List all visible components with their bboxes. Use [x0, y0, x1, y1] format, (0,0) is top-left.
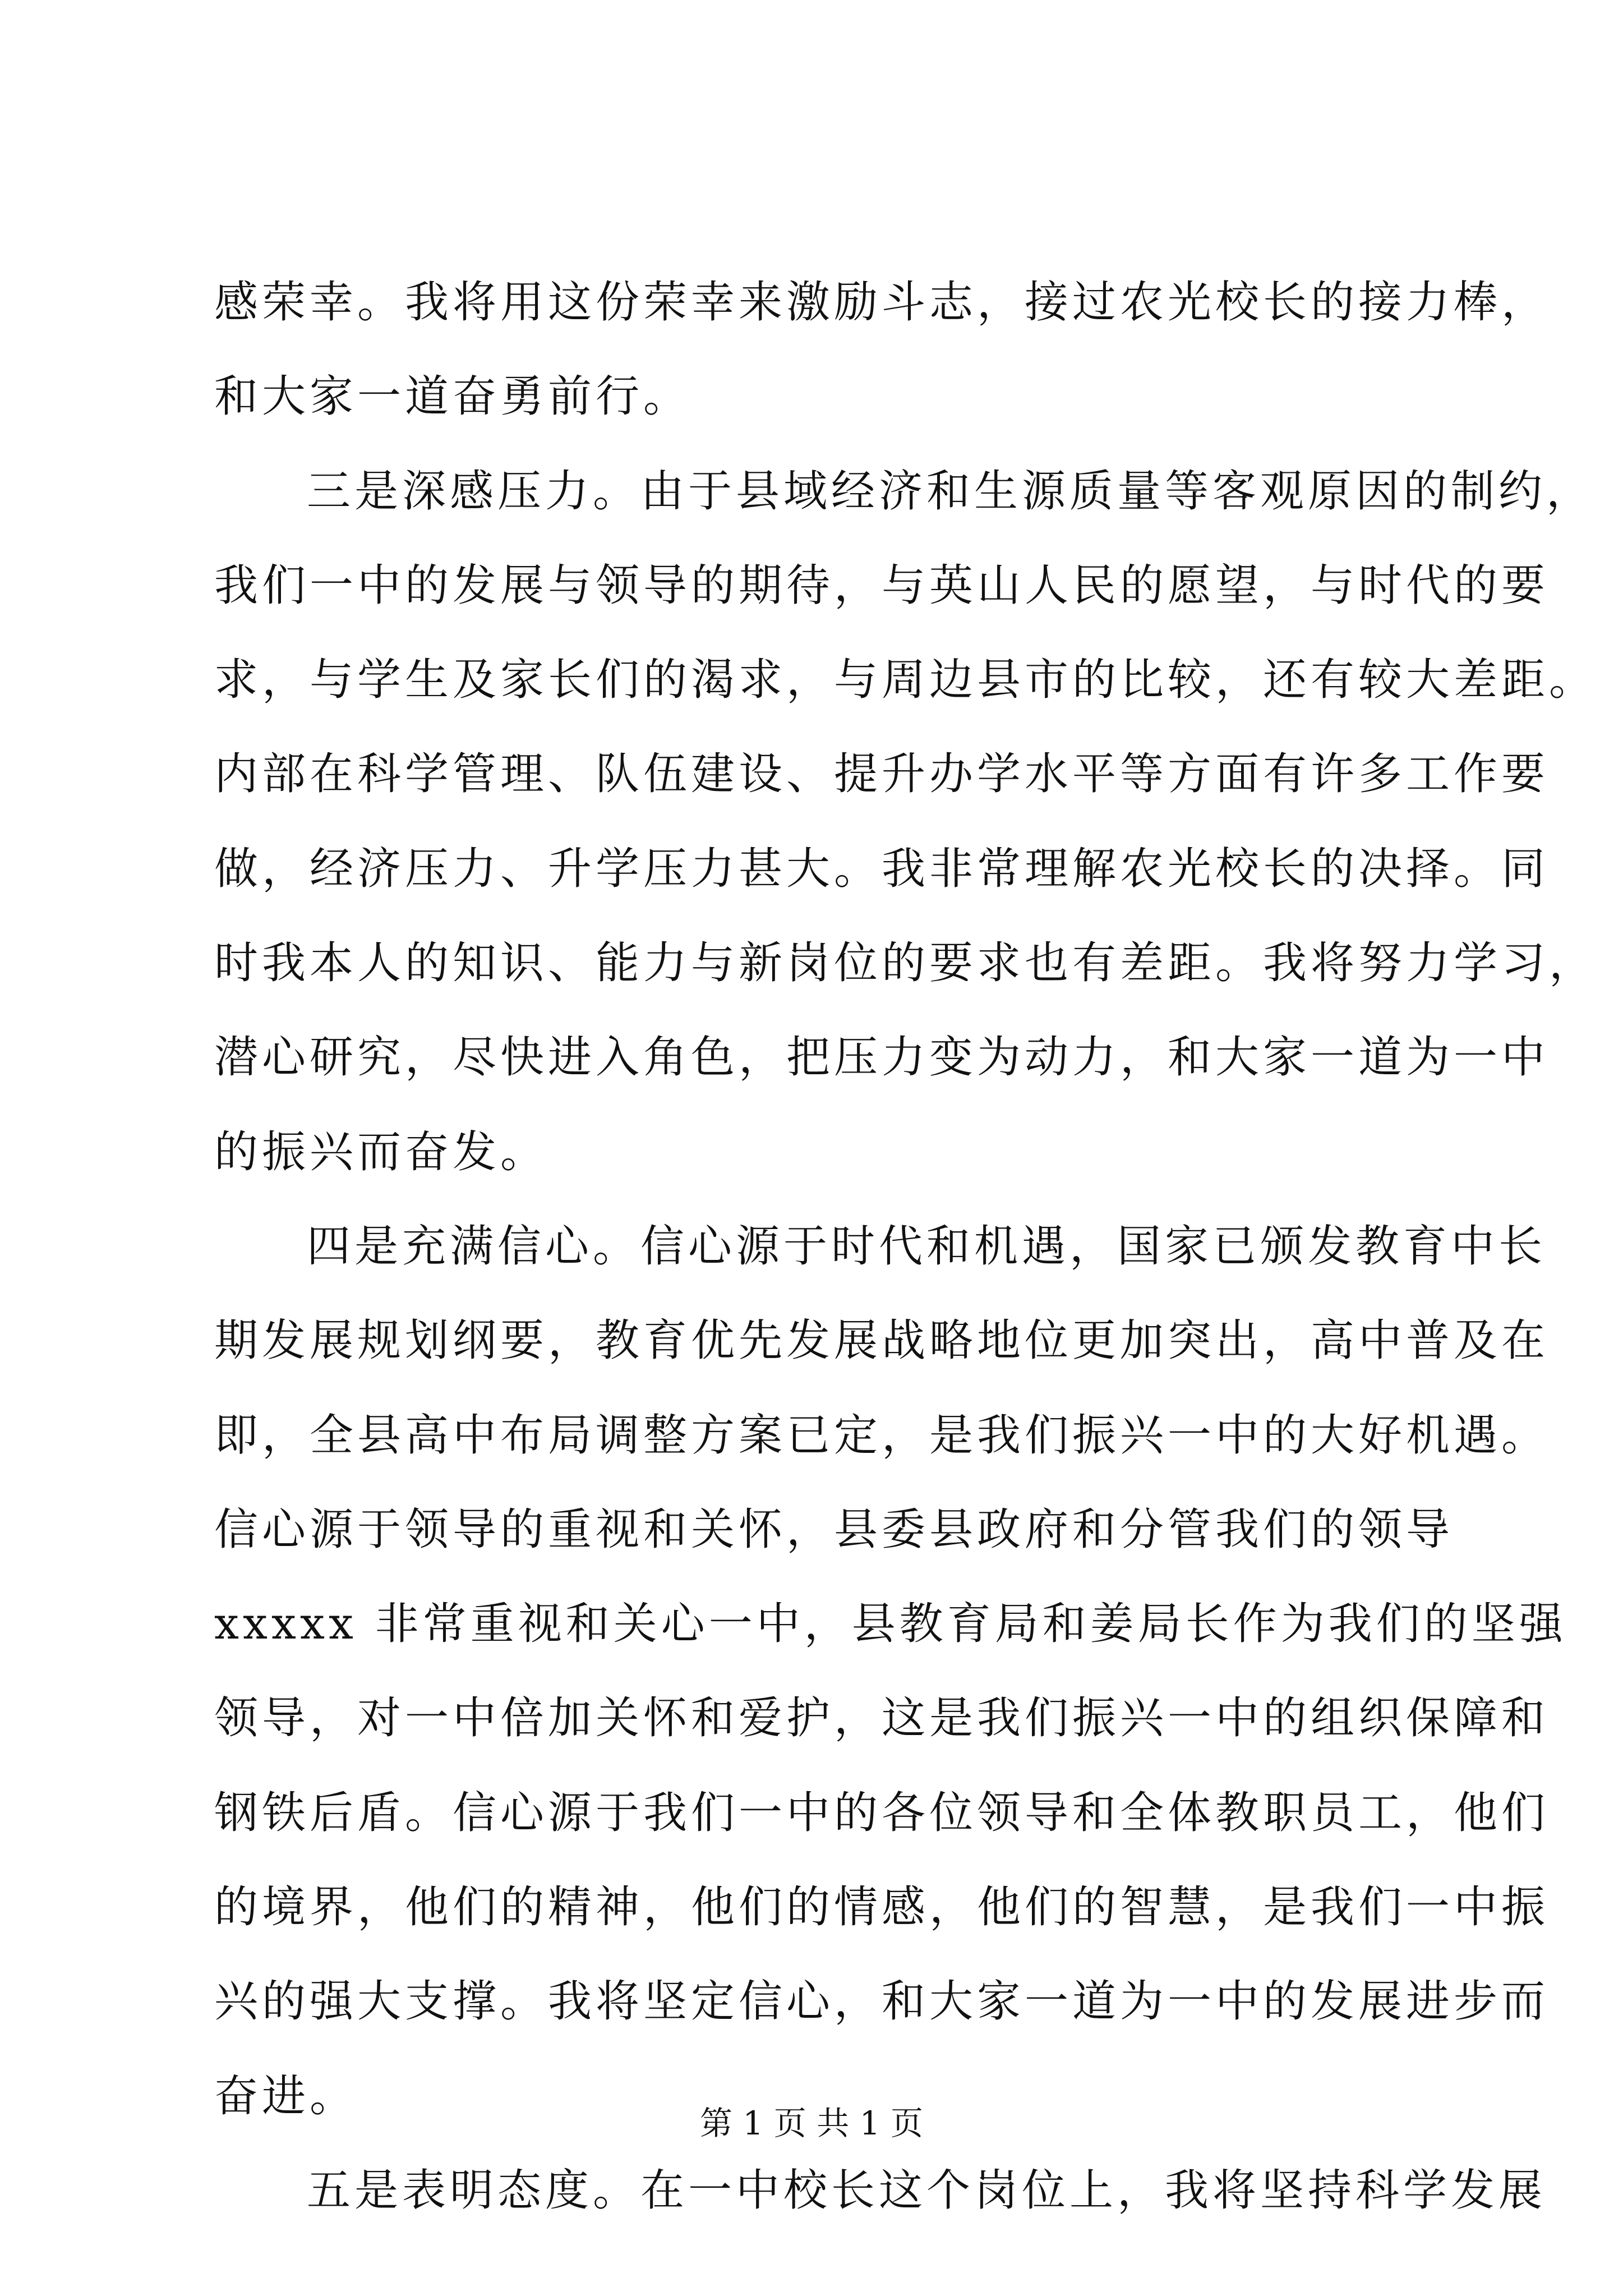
text-line: xxxxx 非常重视和关心一中，县教育局和姜局长作为我们的坚强 — [214, 1599, 1567, 1650]
paragraph-start-line: 四是充满信心。信心源于时代和机遇，国家已颁发教育中长 — [307, 1221, 1547, 1272]
text-line: 的境界，他们的精神，他们的情感，他们的智慧，是我们一中振 — [214, 1882, 1550, 1933]
text-line: 信心源于领导的重视和关怀，县委县政府和分管我们的领导 — [214, 1504, 1454, 1555]
text-line: 和大家一道奋勇前行。 — [214, 371, 691, 422]
paragraph-start-line: 三是深感压力。由于县域经济和生源质量等客观原因的制约， — [307, 466, 1594, 517]
text-line: 求，与学生及家长们的渴求，与周边县市的比较，还有较大差距。 — [214, 655, 1597, 706]
text-line: 时我本人的知识、能力与新岗位的要求也有差距。我将努力学习， — [214, 938, 1597, 989]
text-line: 期发展规划纲要，教育优先发展战略地位更加突出，高中普及在 — [214, 1315, 1550, 1366]
text-line: 感荣幸。我将用这份荣幸来激励斗志，接过农光校长的接力棒， — [214, 277, 1550, 328]
document-body — [214, 255, 1597, 2238]
paragraph-start-line: 五是表明态度。在一中校长这个岗位上，我将坚持科学发展 — [307, 2165, 1547, 2216]
text-line: 的振兴而奋发。 — [214, 1126, 548, 1177]
page-footer — [0, 2101, 1623, 2146]
page-number: 第 1 页 共 1 页 — [700, 2104, 923, 2142]
text-line: 即，全县高中布局调整方案已定，是我们振兴一中的大好机遇。 — [214, 1410, 1550, 1461]
text-line: 做，经济压力、升学压力甚大。我非常理解农光校长的决择。同 — [214, 843, 1550, 894]
text-line: 钢铁后盾。信心源于我们一中的各位领导和全体教职员工，他们 — [214, 1787, 1550, 1838]
text-line: 内部在科学管理、队伍建设、提升办学水平等方面有许多工作要 — [214, 749, 1550, 800]
text-line: 奋进。 — [214, 2070, 358, 2122]
text-line: 潜心研究，尽快进入角色，把压力变为动力，和大家一道为一中 — [214, 1032, 1550, 1083]
text-line: 领导，对一中倍加关怀和爱护，这是我们振兴一中的组织保障和 — [214, 1693, 1550, 1744]
text-line: 兴的强大支撑。我将坚定信心，和大家一道为一中的发展进步而 — [214, 1976, 1550, 2027]
text-line: 我们一中的发展与领导的期待，与英山人民的愿望，与时代的要 — [214, 560, 1550, 611]
